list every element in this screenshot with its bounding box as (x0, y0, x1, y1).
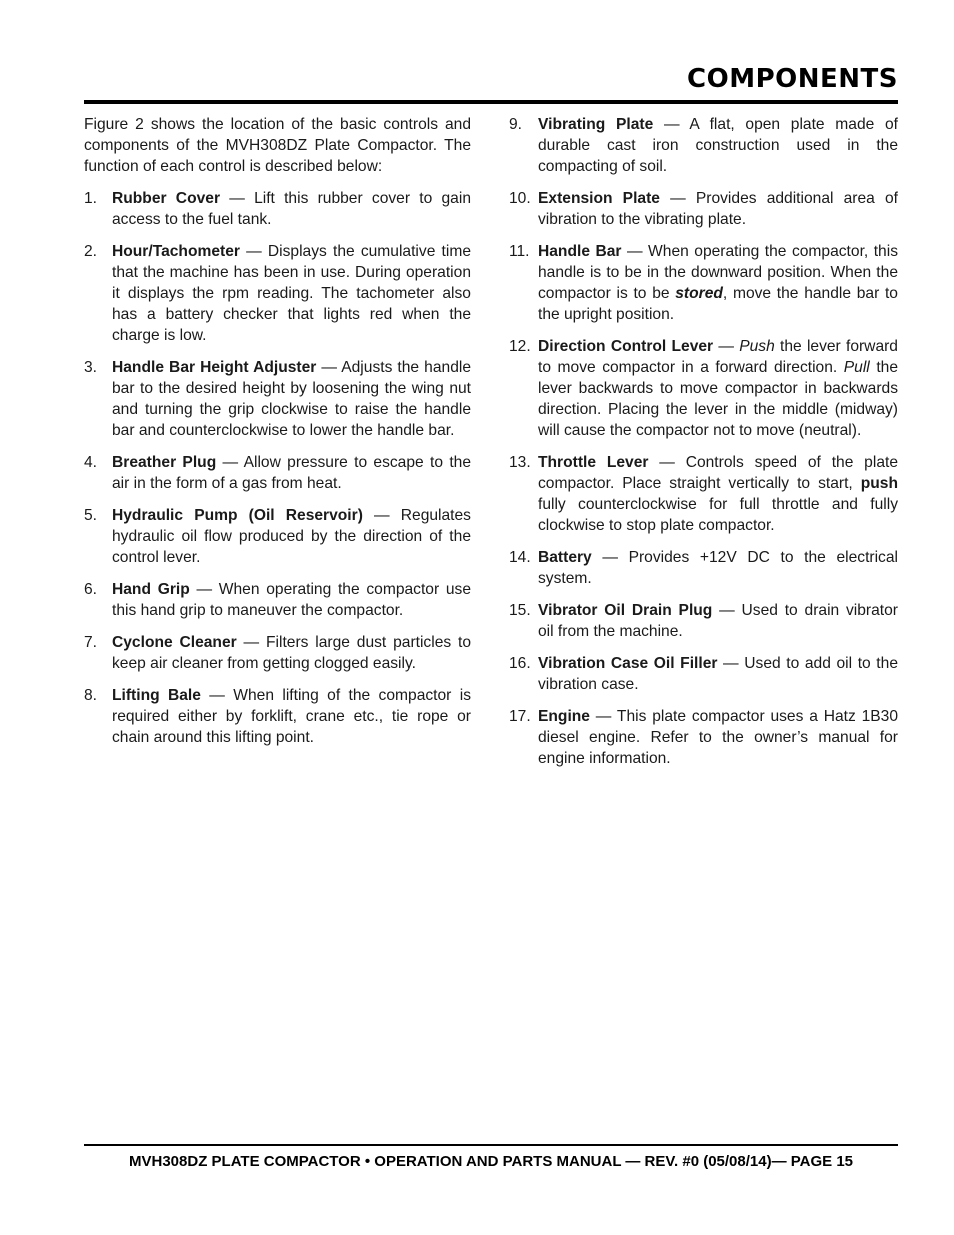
item-term: Breather Plug (112, 454, 217, 471)
item-description (538, 653, 898, 695)
item-description (112, 579, 471, 621)
list-item (509, 336, 898, 441)
item-term: Hour/Tachometer (112, 243, 240, 260)
item-number: 12. (509, 338, 531, 355)
item-number: 7. (84, 634, 98, 651)
item-number: 16. (509, 655, 531, 672)
item-text: — Used to add oil to the vibration case. (538, 655, 898, 693)
item-text: — When operating the compactor, this handle is to be in the downward position. When the compactor is to be (538, 243, 898, 302)
item-number: 13. (509, 454, 531, 471)
item-emphasis: push (860, 475, 898, 492)
item-number: 8. (84, 687, 98, 704)
title-rule (84, 100, 898, 104)
list-item (84, 685, 471, 748)
item-number: 5. (84, 507, 98, 524)
item-text: — Controls speed of the plate compactor. Place straight vertically to start, (538, 454, 898, 492)
list-item (84, 579, 471, 621)
item-text: — This plate compactor uses a Hatz 1B30 diesel engine. Refer to the owner’s manual for engine information. (538, 708, 898, 767)
item-text: — Regulates hydraulic oil flow produced by the direction of the control lever. (112, 507, 471, 566)
list-item (84, 452, 471, 494)
item-emphasis: stored (675, 285, 723, 302)
item-term: Hand Grip (112, 581, 190, 598)
item-text: fully counterclockwise for full throttle and fully clockwise to stop plate compactor. (538, 496, 898, 534)
list-item (84, 188, 471, 230)
item-description (538, 452, 898, 536)
page-footer: MVH308DZ PLATE COMPACTOR • OPERATION AND PARTS MANUAL — REV. #0 (05/08/14)— PAGE 15 (129, 1153, 853, 1170)
item-text: the lever forward to move compactor in a forward direction. (538, 338, 898, 376)
item-description (112, 632, 471, 674)
item-text: — Allow pressure to escape to the air in the form of a gas from heat. (112, 454, 471, 492)
item-text: — A flat, open plate made of durable cast iron construction used in the compacting of soil. (538, 116, 898, 175)
item-term: Lifting Bale (112, 687, 201, 704)
item-term: Handle Bar Height Adjuster (112, 359, 317, 376)
item-term: Battery (538, 549, 592, 566)
list-item (509, 188, 898, 230)
item-description (538, 188, 898, 230)
item-description (112, 188, 471, 230)
item-number: 1. (84, 190, 98, 207)
item-term: Handle Bar (538, 243, 622, 260)
item-term: Throttle Lever (538, 454, 649, 471)
item-text: — (713, 338, 740, 355)
item-text: the lever backwards to move compactor in backwards direction. Placing the lever in the middle (midway) will cause the compactor not to move (neutral). (538, 359, 898, 439)
item-emphasis: Pull (843, 359, 870, 376)
left-column (84, 114, 471, 759)
item-term: Extension Plate (538, 190, 660, 207)
item-description (112, 452, 471, 494)
list-item (509, 241, 898, 325)
item-description (112, 241, 471, 346)
item-term: Cyclone Cleaner (112, 634, 237, 651)
item-description (538, 600, 898, 642)
item-text: , move the handle bar to the upright position. (538, 285, 898, 323)
item-text: — When operating the compactor use this hand grip to maneuver the compactor. (112, 581, 472, 619)
item-description (112, 505, 471, 568)
item-number: 11. (509, 243, 530, 260)
list-item (509, 653, 898, 695)
item-text: — Displays the cumulative time that the machine has been in use. During operation it displays the rpm reading. The tachometer also has a battery checker that lights red when the charge is low. (112, 243, 471, 344)
list-item (509, 706, 898, 769)
list-item (84, 632, 471, 674)
item-emphasis: Push (739, 338, 775, 355)
item-number: 2. (84, 243, 98, 260)
item-text: — When lifting of the compactor is required either by forklift, crane etc., tie rope or chain around this lifting point. (112, 687, 471, 746)
item-text: — Lift this rubber cover to gain access to the fuel tank. (112, 190, 471, 228)
item-term: Vibrator Oil Drain Plug (538, 602, 713, 619)
list-item (84, 505, 471, 568)
list-item (84, 357, 471, 441)
intro-paragraph: Figure 2 shows the location of the basic controls and components of the MVH308DZ Plate Compactor. The function of each control is described below: (84, 116, 471, 175)
footer-rule (84, 1144, 898, 1146)
item-number: 3. (84, 359, 98, 376)
item-text: — Provides additional area of vibration to the vibrating plate. (538, 190, 898, 228)
list-item (509, 547, 898, 589)
item-description (538, 706, 898, 769)
item-text: — Filters large dust particles to keep air cleaner from getting clogged easily. (112, 634, 472, 672)
item-number: 9. (509, 116, 523, 133)
item-description (538, 114, 898, 177)
page-title: COMPONENTS (687, 64, 898, 94)
right-column (509, 114, 898, 780)
item-term: Direction Control Lever (538, 338, 714, 355)
item-description (538, 241, 898, 325)
list-item (84, 241, 471, 346)
item-term: Rubber Cover (112, 190, 221, 207)
item-description (112, 685, 471, 748)
item-text: — Provides +12V DC to the electrical system. (538, 549, 898, 587)
item-text: — Used to drain vibrator oil from the machine. (538, 602, 898, 640)
item-term: Engine (538, 708, 590, 725)
item-number: 17. (509, 708, 531, 725)
item-number: 14. (509, 549, 531, 566)
list-item (509, 452, 898, 536)
item-term: Vibrating Plate (538, 116, 654, 133)
item-number: 6. (84, 581, 98, 598)
item-number: 10. (509, 190, 531, 207)
item-description (112, 357, 471, 441)
item-term: Vibration Case Oil Filler (538, 655, 718, 672)
list-item (509, 600, 898, 642)
item-number: 15. (509, 602, 531, 619)
list-item (509, 114, 898, 177)
item-number: 4. (84, 454, 98, 471)
item-description (538, 547, 898, 589)
item-text: — Adjusts the handle bar to the desired height by loosening the wing nut and turning the grip clockwise to raise the handle bar and counterclockwise to lower the handle bar. (112, 359, 471, 439)
item-term: Hydraulic Pump (Oil Reservoir) (112, 507, 363, 524)
item-description (538, 336, 898, 441)
